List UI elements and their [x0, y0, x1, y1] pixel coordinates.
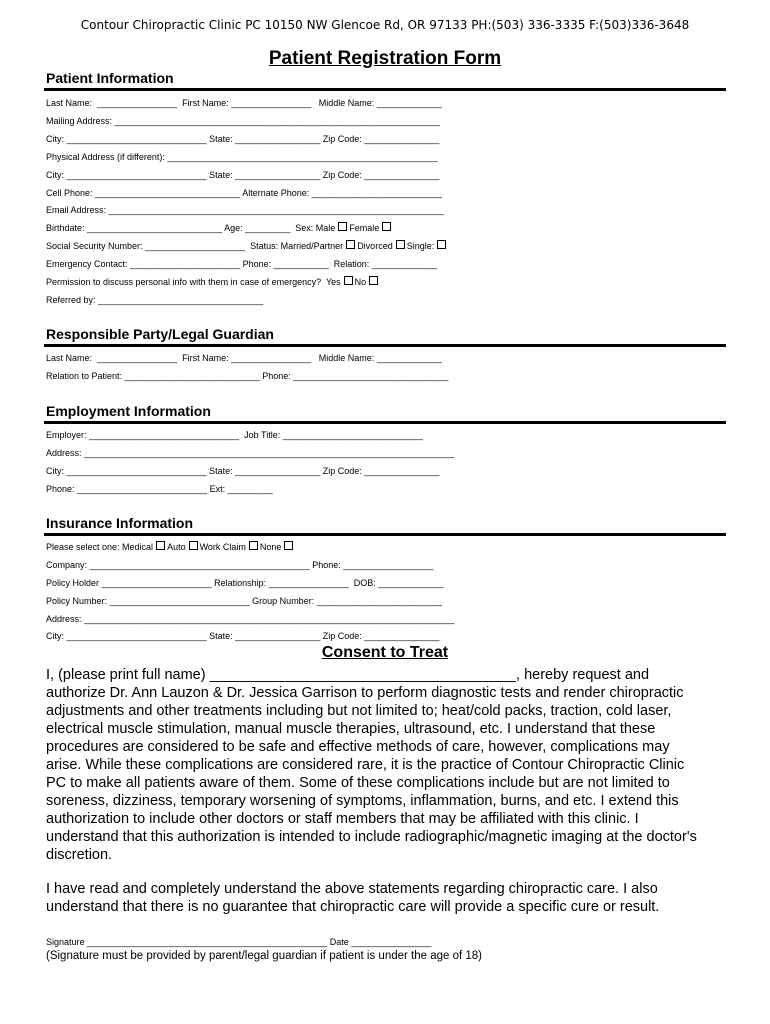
status-married-checkbox[interactable]	[346, 240, 355, 249]
patient-birthdate-row: Birthdate: ___________________________ Age: _________ Sex: Male Female	[46, 219, 736, 237]
signature-row: Signature ________________________________________________ Date ________________	[46, 937, 432, 947]
insurance-address-row: Address: __________________________________________________________________________	[46, 614, 455, 624]
sex-male-checkbox[interactable]	[338, 222, 347, 231]
permission-no-checkbox[interactable]	[369, 276, 378, 285]
consent-line: adjustments and other treatments including but not limited to; heat/cold packs, traction, cold laser,	[46, 703, 672, 719]
insurance-work-claim-checkbox[interactable]	[249, 541, 258, 550]
consent-line: soreness, dizziness, temporary worsening of symptoms, inflammation, burns, and etc. I extend this	[46, 793, 679, 809]
section-divider	[44, 421, 726, 424]
consent-line: electrical muscle stimulation, manual muscle therapies, ultrasound, etc. I understand that these	[46, 721, 656, 737]
section-title-insurance: Insurance Information	[46, 515, 194, 531]
section-divider	[44, 533, 726, 536]
employer-city-row: City: ____________________________ State: _________________ Zip Code: _______________	[46, 466, 440, 476]
consent-title: Consent to Treat	[321, 644, 449, 661]
acknowledgement-line: I have read and completely understand the above statements regarding chiropractic care. I also	[46, 881, 658, 897]
section-title-employment: Employment Information	[46, 403, 211, 419]
policy-number-row: Policy Number: ____________________________ Group Number: _________________________	[46, 596, 442, 606]
sex-female-checkbox[interactable]	[382, 222, 391, 231]
consent-line: authorization to include other doctors or staff members that may be affiliated with this clinic. I	[46, 811, 639, 827]
section-title-patient-information: Patient Information	[46, 70, 174, 86]
consent-line: authorize Dr. Ann Lauzon & Dr. Jessica Garrison to perform diagnostic tests and render chiropractic	[46, 685, 684, 701]
insurance-type-row: Please select one: Medical Auto Work Claim None	[46, 538, 736, 556]
employer-phone-row: Phone: __________________________ Ext: _________	[46, 484, 273, 494]
insurance-medical-checkbox[interactable]	[156, 541, 165, 550]
insurance-none-checkbox[interactable]	[284, 541, 293, 550]
status-single-checkbox[interactable]	[437, 240, 446, 249]
referred-by-row: Referred by: _________________________________	[46, 295, 264, 305]
patient-name-row: Last Name: ________________ First Name: ________________ Middle Name: _____________	[46, 98, 442, 108]
consent-line: I, (please print full name) ______________________________________, hereby request and	[46, 667, 650, 683]
patient-email-row: Email Address: ___________________________________________________________________	[46, 205, 444, 215]
section-title-responsible-party: Responsible Party/Legal Guardian	[46, 326, 274, 342]
patient-ssn-status-row: Social Security Number: ____________________ Status: Married/Partner Divorced Single:	[46, 237, 736, 255]
acknowledgement-paragraph	[46, 880, 726, 916]
permission-row: Permission to discuss personal info with them in case of emergency? Yes No	[46, 273, 736, 291]
consent-line: arise. While these complications are considered rare, it is the practice of Contour Chiropractic Clinic	[46, 757, 685, 773]
emergency-contact-row: Emergency Contact: ______________________ Phone: ___________ Relation: _____________	[46, 259, 437, 269]
patient-physical-address-row: Physical Address (if different): ______________________________________________________	[46, 152, 438, 162]
insurance-company-row: Company: ____________________________________________ Phone: __________________	[46, 560, 434, 570]
guardian-relation-row: Relation to Patient: ___________________________ Phone: _______________________________	[46, 371, 449, 381]
patient-physical-city-row: City: ____________________________ State: _________________ Zip Code: _______________	[46, 170, 440, 180]
employer-address-row: Address: __________________________________________________________________________	[46, 448, 455, 458]
section-divider	[44, 344, 726, 347]
employer-row: Employer: ______________________________ Job Title: ____________________________	[46, 430, 423, 440]
form-title: Patient Registration Form	[268, 48, 502, 69]
policy-holder-row: Policy Holder ______________________ Relationship: ________________ DOB: _____________	[46, 578, 444, 588]
patient-mailing-address-row: Mailing Address: _________________________________________________________________	[46, 116, 440, 126]
acknowledgement-line: understand that there is no guarantee that chiropractic care will provide a specific cure or result.	[46, 899, 660, 915]
permission-yes-checkbox[interactable]	[344, 276, 353, 285]
patient-city-row: City: ____________________________ State: _________________ Zip Code: _______________	[46, 134, 440, 144]
status-divorced-checkbox[interactable]	[396, 240, 405, 249]
insurance-auto-checkbox[interactable]	[189, 541, 198, 550]
insurance-city-row: City: ____________________________ State: _________________ Zip Code: _______________	[46, 631, 440, 641]
consent-line: PC to make all patients aware of them. Some of these complications include but are not limited to	[46, 775, 670, 791]
section-divider	[44, 88, 726, 91]
consent-line: understand that this authorization is intended to include radiographic/magnetic imaging at the doctor's	[46, 829, 697, 845]
consent-line: procedures are considered to be safe and effective methods of care, however, complications may	[46, 739, 670, 755]
consent-paragraph	[46, 666, 726, 864]
patient-phone-row: Cell Phone: _____________________________ Alternate Phone: __________________________	[46, 188, 442, 198]
consent-line: discretion.	[46, 847, 113, 863]
guardian-name-row: Last Name: ________________ First Name: ________________ Middle Name: _____________	[46, 353, 442, 363]
signature-note: (Signature must be provided by parent/legal guardian if patient is under the age of 18)	[46, 950, 483, 962]
clinic-contact-line: Contour Chiropractic Clinic PC 10150 NW Glencoe Rd, OR 97133 PH:(503) 336-3335 F:(503)336-3648	[80, 18, 690, 32]
